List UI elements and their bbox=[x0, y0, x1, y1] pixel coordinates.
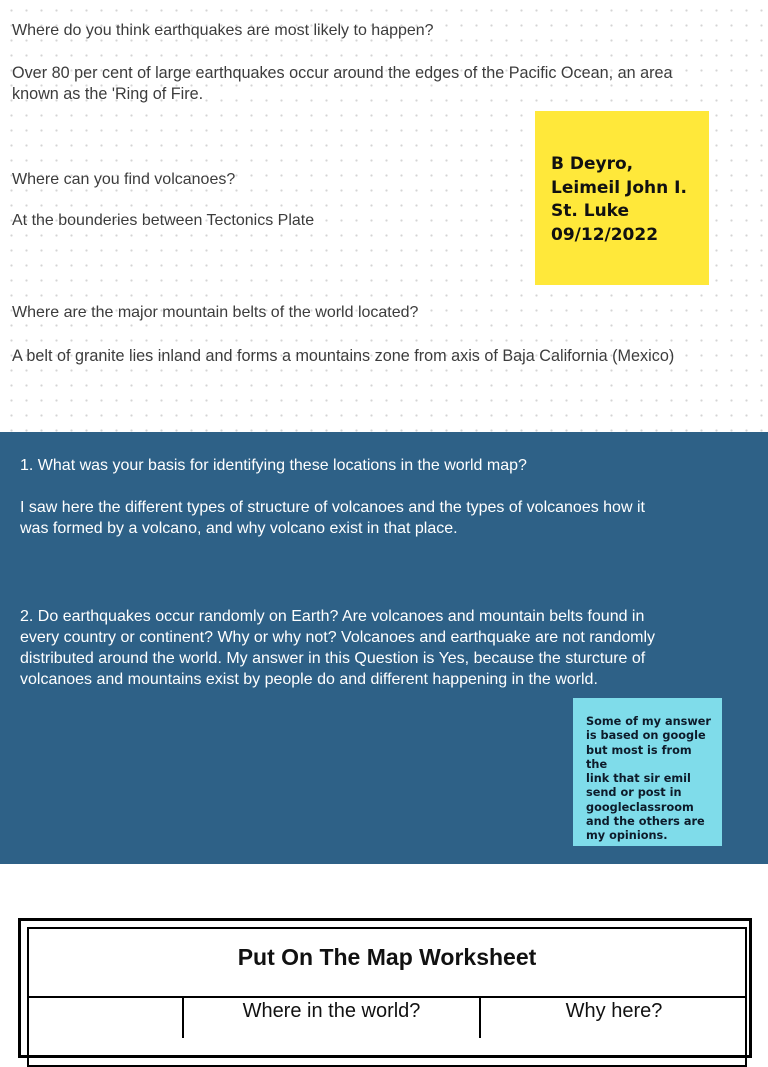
worksheet-header-why: Why here? bbox=[565, 1000, 663, 1022]
worksheet-title: Put On The Map Worksheet bbox=[237, 944, 537, 970]
reflection-question-2-line-4: volcanoes and mountains exist by people do and different happening in the world. bbox=[20, 671, 598, 688]
reflection-question-2-line-3: distributed around the world. My answer in this Question is Yes, because the sturcture of bbox=[20, 650, 646, 667]
reflection-answer-1-line-2: was formed by a volcano, and why volcano exist in that place. bbox=[20, 520, 458, 537]
reflection-question-2-line-1: 2. Do earthquakes occur randomly on Earth? Are volcanoes and mountain belts found in bbox=[20, 608, 645, 625]
source-note-line: send or post in bbox=[586, 786, 682, 800]
source-note-line: is based on google bbox=[586, 729, 706, 743]
student-given-name: Leimeil John I. bbox=[551, 177, 687, 198]
answer-earthquakes-line-1: Over 80 per cent of large earthquakes occur around the edges of the Pacific Ocean, an area bbox=[12, 64, 673, 82]
source-note-line: Some of my answer bbox=[586, 715, 711, 728]
source-note-line: and the others are bbox=[586, 815, 705, 829]
reflection-answer-1-line-1: I saw here the different types of structure of volcanoes and the types of volcanoes how it bbox=[20, 499, 645, 516]
student-surname: B Deyro, bbox=[551, 154, 634, 174]
source-note-line: link that sir emil bbox=[586, 772, 691, 786]
answer-earthquakes-line-2: known as the 'Ring of Fire. bbox=[12, 85, 204, 103]
submission-date: 09/12/2022 bbox=[551, 224, 659, 245]
source-note-line: but most is from the bbox=[586, 743, 692, 771]
worksheet-row-divider bbox=[27, 996, 747, 998]
name-sticky-note bbox=[535, 111, 709, 285]
question-mountain-belts: Where are the major mountain belts of the world located? bbox=[12, 304, 419, 321]
source-note-line: my opinions. bbox=[586, 829, 668, 843]
answer-volcanoes: At the bounderies between Tectonics Plate bbox=[12, 212, 315, 229]
reflection-question-1: 1. What was your basis for identifying these locations in the world map? bbox=[20, 457, 527, 474]
answer-mountain-belts: A belt of granite lies inland and forms a mountains zone from axis of Baja California (Mexico) bbox=[12, 347, 675, 365]
student-section: St. Luke bbox=[551, 201, 630, 221]
source-note-line: googleclassroom bbox=[586, 800, 694, 814]
source-sticky-note bbox=[573, 698, 722, 846]
worksheet-header-where: Where in the world? bbox=[242, 1000, 421, 1022]
question-earthquakes: Where do you think earthquakes are most likely to happen? bbox=[12, 22, 434, 39]
reflection-question-2-line-2: every country or continent? Why or why not? Volcanoes and earthquake are not randomly bbox=[20, 629, 656, 646]
question-volcanoes: Where can you find volcanoes? bbox=[12, 171, 236, 188]
